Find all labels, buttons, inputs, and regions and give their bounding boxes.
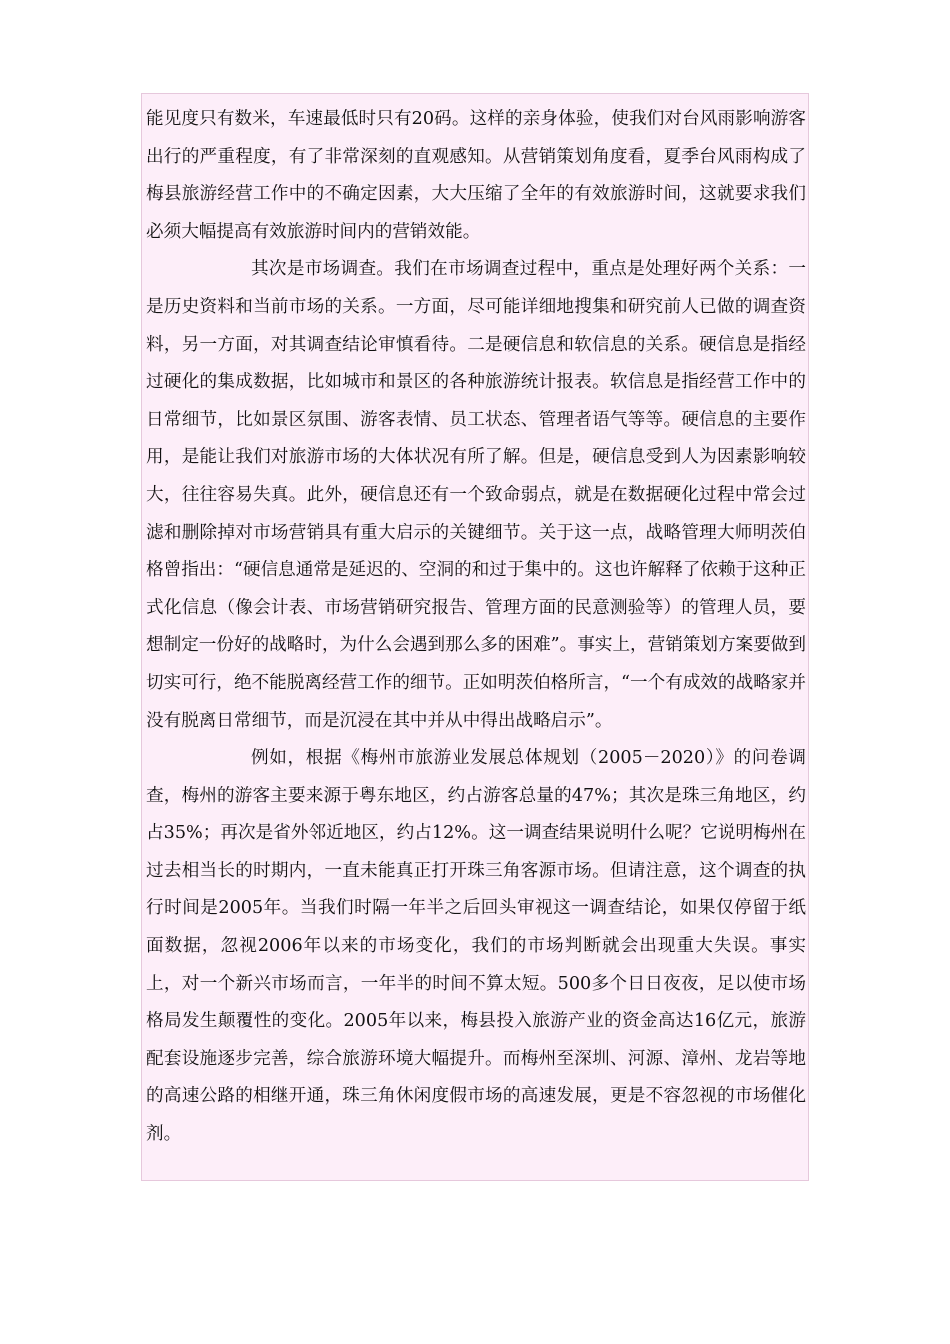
document-text-block	[141, 93, 809, 1181]
paragraph-market-survey: 其次是市场调查。我们在市场调查过程中，重点是处理好两个关系：一是历史资料和当前市场的关系。一方面，尽可能详细地搜集和研究前人已做的调查资料，另一方面，对其调查结论审慎看待。二是硬信息和软信息的关系。硬信息是指经过硬化的集成数据，比如城市和景区的各种旅游统计报表。软信息是指经营工作中的日常细节，比如景区氛围、游客表情、员工状态、管理者语气等等。硬信息的主要作用，是能让我们对旅游市场的大体状况有所了解。但是，硬信息受到人为因素影响较大，往往容易失真。此外，硬信息还有一个致命弱点，就是在数据硬化过程中常会过滤和删除掉对市场营销具有重大启示的关键细节。关于这一点，战略管理大师明茨伯格曾指出：“硬信息通常是延迟的、空洞的和过于集中的。这也许解释了依赖于这种正式化信息（像会计表、市场营销研究报告、管理方面的民意测验等）的管理人员，要想制定一份好的战略时，为什么会遇到那么多的困难”。事实上，营销策划方案要做到切实可行，绝不能脱离经营工作的细节。正如明茨伯格所言，“一个有成效的战略家并没有脱离日常细节，而是沉浸在其中并从中得出战略启示”。	[146, 259, 806, 731]
paragraph-continuation: 能见度只有数米，车速最低时只有20码。这样的亲身体验，使我们对台风雨影响游客出行的严重程度，有了非常深刻的直观感知。从营销策划角度看，夏季台风雨构成了梅县旅游经营工作中的不确定因素，大大压缩了全年的有效旅游时间，这就要求我们必须大幅提高有效旅游时间内的营销效能。	[146, 109, 806, 242]
paragraph-example: 例如，根据《梅州市旅游业发展总体规划（2005－2020）》的问卷调查，梅州的游客主要来源于粤东地区，约占游客总量的47%；其次是珠三角地区，约占35%；再次是省外邻近地区，约占12%。这一调查结果说明什么呢？它说明梅州在过去相当长的时期内，一直未能真正打开珠三角客源市场。但请注意，这个调查的执行时间是2005年。当我们时隔一年半之后回头审视这一调查结论，如果仅停留于纸面数据，忽视2006年以来的市场变化，我们的市场判断就会出现重大失误。事实上，对一个新兴市场而言，一年半的时间不算太短。500多个日日夜夜，足以使市场格局发生颠覆性的变化。2005年以来，梅县投入旅游产业的资金高达16亿元，旅游配套设施逐步完善，综合旅游环境大幅提升。而梅州至深圳、河源、漳州、龙岩等地的高速公路的相继开通，珠三角休闲度假市场的高速发展，更是不容忽视的市场催化剂。	[146, 748, 806, 1145]
